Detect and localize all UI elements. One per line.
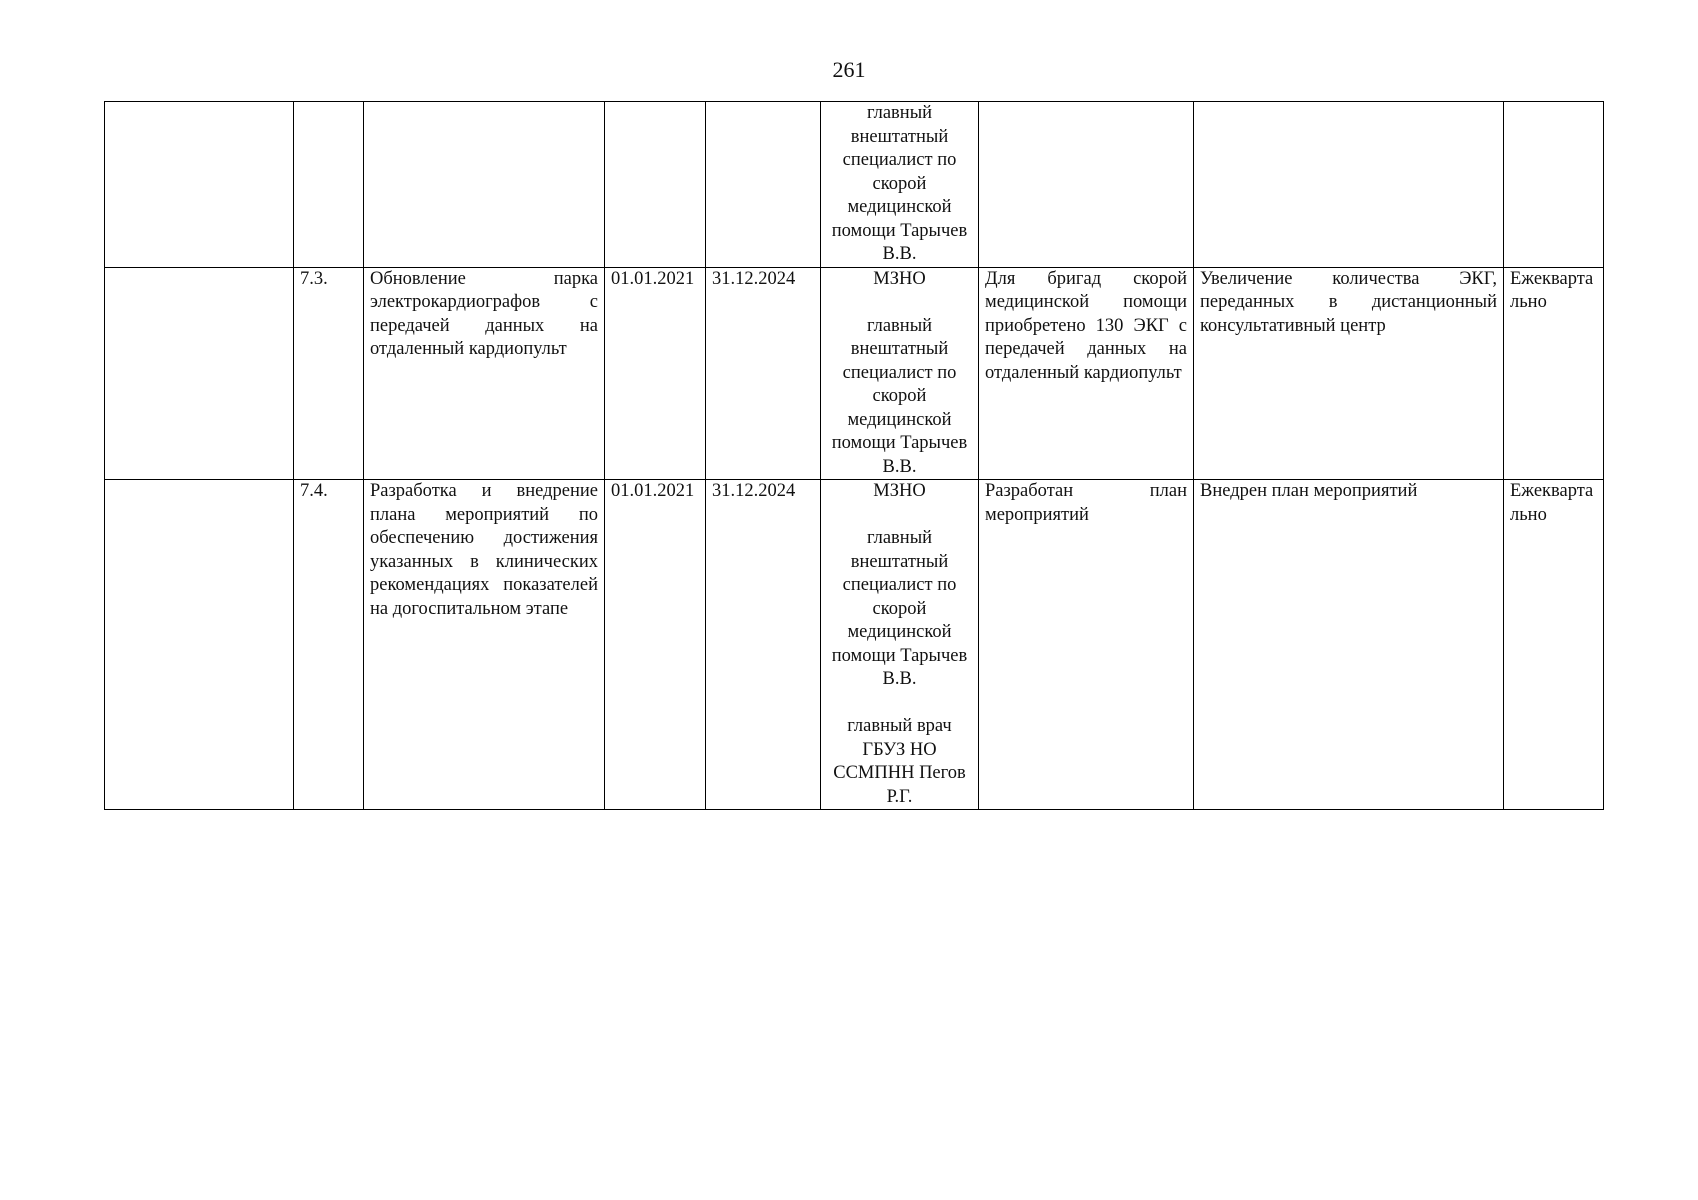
cell-indicator: Увеличение количества ЭКГ, переданных в дистанционный консультативный центр bbox=[1194, 267, 1504, 480]
cell-section bbox=[105, 102, 294, 268]
cell-section bbox=[105, 267, 294, 480]
cell-indicator: Внедрен план мероприятий bbox=[1194, 480, 1504, 810]
cell-executors bbox=[821, 480, 979, 810]
cell-end-date: 31.12.2024 bbox=[706, 267, 821, 480]
cell-period bbox=[1504, 102, 1604, 268]
cell-executors bbox=[821, 267, 979, 480]
executor-spacer bbox=[827, 692, 972, 716]
executor-ministry: МЗНО bbox=[873, 268, 926, 289]
page-number: 261 bbox=[832, 57, 866, 82]
cell-activity: Разработка и внедрение плана мероприятий по обеспечению достижения указанных в клинических рекомендациях показателей на догоспитальном этапе bbox=[364, 480, 605, 810]
cell-end-date: 31.12.2024 bbox=[706, 480, 821, 810]
cell-start-date: 01.01.2021 bbox=[605, 480, 706, 810]
table-row bbox=[105, 102, 1604, 268]
executor-chief-specialist: главный внештатный специалист по скорой медицинской помощи Тарычев В.В. bbox=[831, 315, 968, 477]
executor-chief-specialist: главный внештатный специалист по скорой медицинской помощи Тарычев В.В. bbox=[831, 528, 968, 689]
cell-result: Разработан план мероприятий bbox=[979, 480, 1194, 810]
cell-activity bbox=[364, 102, 605, 268]
cell-activity: Обновление парка электрокардиографов с передачей данных на отдаленный кардиопульт bbox=[364, 267, 605, 480]
cell-number: 7.3. bbox=[294, 267, 364, 480]
cell-number: 7.4. bbox=[294, 480, 364, 810]
table-row bbox=[105, 480, 1604, 810]
executor-chief-specialist: главный внештатный специалист по скорой медицинской помощи Тарычев В.В. bbox=[831, 103, 968, 264]
measures-table bbox=[104, 101, 1604, 810]
cell-period: Ежеквартально bbox=[1504, 267, 1604, 480]
cell-result: Для бригад скорой медицинской помощи приобретено 130 ЭКГ с передачей данных на отдаленный кардиопульт bbox=[979, 267, 1194, 480]
executor-spacer bbox=[827, 291, 972, 315]
cell-end-date bbox=[706, 102, 821, 268]
cell-executors bbox=[821, 102, 979, 268]
cell-result bbox=[979, 102, 1194, 268]
executor-spacer bbox=[827, 504, 972, 528]
cell-period: Ежеквартально bbox=[1504, 480, 1604, 810]
cell-start-date: 01.01.2021 bbox=[605, 267, 706, 480]
cell-start-date bbox=[605, 102, 706, 268]
executor-ministry: МЗНО bbox=[873, 481, 926, 501]
cell-section bbox=[105, 480, 294, 810]
table-row bbox=[105, 267, 1604, 480]
cell-indicator bbox=[1194, 102, 1504, 268]
executor-chief-doctor: главный врач ГБУЗ НО ССМПНН Пегов Р.Г. bbox=[833, 716, 966, 807]
cell-number bbox=[294, 102, 364, 268]
